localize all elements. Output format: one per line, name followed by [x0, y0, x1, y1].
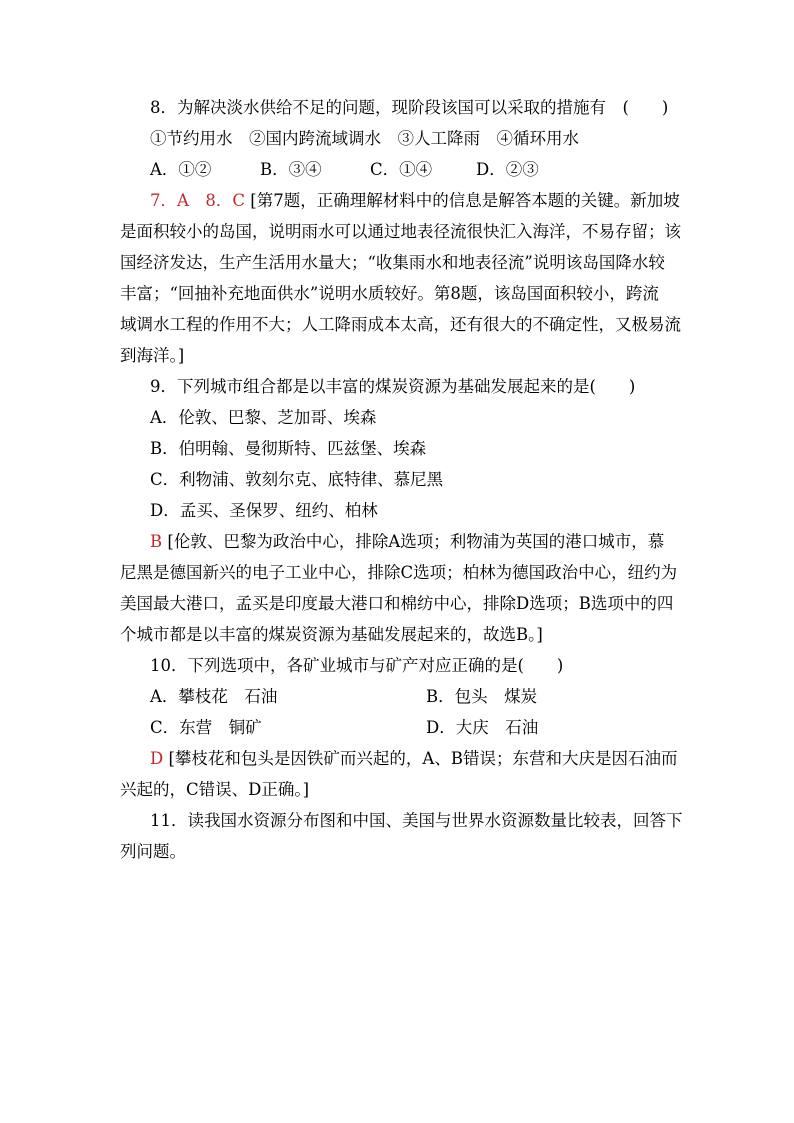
ans78-label: 7．A 8．C	[150, 191, 246, 210]
q9-stem: 9．下列城市组合都是以丰富的煤炭资源为基础发展起来的是( )	[150, 377, 636, 396]
ans9-line-0	[120, 526, 676, 557]
q8-option-b: B．③④	[260, 160, 322, 179]
q9-option-b: B．伯明翰、曼彻斯特、匹兹堡、埃森	[150, 439, 427, 458]
ans78-line-0	[120, 185, 680, 216]
q8-items: ①节约用水 ②国内跨流域调水 ③人工降雨 ④循环用水	[150, 129, 579, 148]
q8-option-d: D．②③	[476, 160, 539, 179]
ans78-line-1: 是面积较小的岛国，说明雨水可以通过地表径流很快汇入海洋，不易存留；该	[120, 222, 681, 241]
q10-option-a: A．攀枝花 石油	[150, 687, 278, 706]
q8-options	[120, 154, 676, 185]
ans78-line-5: 到海洋。]	[120, 346, 185, 365]
q10-options-row-2	[120, 712, 676, 743]
ans9-label: B	[150, 532, 163, 551]
q10-stem: 10．下列选项中，各矿业城市与矿产对应正确的是( )	[150, 656, 564, 675]
ans9-line-3: 个城市都是以丰富的煤炭资源为基础发展起来的，故选B。]	[120, 625, 543, 644]
q8-option-a: A．①②	[150, 160, 212, 179]
ans9-text-0: [伦敦、巴黎为政治中心，排除A选项；利物浦为英国的港口城市，慕	[167, 532, 665, 551]
q11-line-0: 11．读我国水资源分布图和中国、美国与世界水资源数量比较表，回答下	[150, 811, 683, 830]
q10-options-row-1	[120, 681, 676, 712]
ans10-text-0: [攀枝花和包头是因铁矿而兴起的，A、B错误；东营和大庆是因石油而	[168, 749, 678, 768]
q9-option-c: C．利物浦、敦刻尔克、底特律、慕尼黑	[150, 470, 444, 489]
ans78-text-0: [第7题，正确理解材料中的信息是解答本题的关键。新加坡	[250, 191, 680, 210]
q10-option-d: D．大庆 石油	[426, 718, 539, 737]
q11-line-1: 列问题。	[120, 842, 186, 861]
q9-option-d: D．孟买、圣保罗、纽约、柏林	[150, 501, 378, 520]
ans10-line-1: 兴起的，C错误、D正确。]	[120, 780, 310, 799]
ans78-line-3: 丰富；“回抽补充地面供水”说明水质较好。第8题，该岛国面积较小，跨流	[120, 284, 659, 303]
ans9-line-2: 美国最大港口，孟买是印度最大港口和棉纺中心，排除D选项；B选项中的四	[120, 594, 674, 613]
q10-option-c: C．东营 铜矿	[150, 718, 262, 737]
q10-option-b: B．包头 煤炭	[426, 687, 538, 706]
q8-option-c: C．①④	[370, 160, 433, 179]
document-content	[120, 92, 683, 867]
ans10-line-0	[120, 743, 676, 774]
q9-option-a: A．伦敦、巴黎、芝加哥、埃森	[150, 408, 377, 427]
ans10-label: D	[150, 749, 164, 768]
ans9-line-1: 尼黑是德国新兴的电子工业中心，排除C选项；柏林为德国政治中心，纽约为	[120, 563, 678, 582]
ans78-line-4: 域调水工程的作用不大；人工降雨成本太高，还有很大的不确定性，又极易流	[120, 315, 681, 334]
q8-stem: 8．为解决淡水供给不足的问题，现阶段该国可以采取的措施有 ( )	[150, 98, 669, 117]
ans78-line-2: 国经济发达，生产生活用水量大；“收集雨水和地表径流”说明该岛国降水较	[120, 253, 665, 272]
